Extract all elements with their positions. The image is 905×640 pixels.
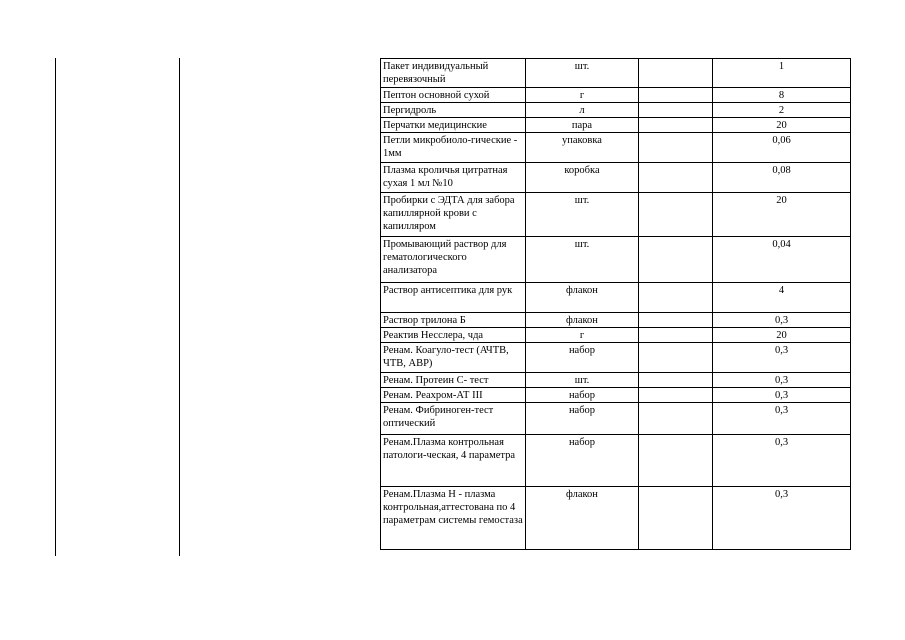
- item-quantity: 0,3: [713, 403, 851, 435]
- empty-cell: [639, 373, 713, 388]
- empty-cell: [639, 403, 713, 435]
- item-unit: флакон: [526, 487, 639, 550]
- item-unit: шт.: [526, 373, 639, 388]
- item-unit: г: [526, 88, 639, 103]
- item-unit: флакон: [526, 283, 639, 313]
- item-unit: л: [526, 103, 639, 118]
- empty-cell: [639, 435, 713, 487]
- middle-border-line: [179, 58, 180, 556]
- item-quantity: 0,3: [713, 487, 851, 550]
- empty-cell: [639, 313, 713, 328]
- empty-cell: [639, 388, 713, 403]
- item-quantity: 0,3: [713, 373, 851, 388]
- item-quantity: 0,06: [713, 133, 851, 163]
- item-unit: шт.: [526, 237, 639, 283]
- item-quantity: 0,3: [713, 388, 851, 403]
- empty-cell: [639, 343, 713, 373]
- table-row: [381, 328, 851, 343]
- table-row: [381, 487, 851, 550]
- item-quantity: 1: [713, 59, 851, 88]
- item-unit: набор: [526, 343, 639, 373]
- item-quantity: 0,04: [713, 237, 851, 283]
- empty-cell: [639, 118, 713, 133]
- empty-cell: [639, 59, 713, 88]
- item-unit: шт.: [526, 193, 639, 237]
- item-unit: г: [526, 328, 639, 343]
- table-row: [381, 163, 851, 193]
- table-row: [381, 343, 851, 373]
- table-row: [381, 283, 851, 313]
- table-row: [381, 133, 851, 163]
- empty-cell: [639, 133, 713, 163]
- table-row: [381, 373, 851, 388]
- table-row: [381, 237, 851, 283]
- empty-cell: [639, 328, 713, 343]
- item-name: Пакет индивидуальный перевязочный: [381, 59, 526, 88]
- item-unit: набор: [526, 388, 639, 403]
- item-unit: набор: [526, 435, 639, 487]
- item-unit: набор: [526, 403, 639, 435]
- empty-cell: [639, 103, 713, 118]
- item-quantity: 0,3: [713, 313, 851, 328]
- item-name: Ренам.Плазма Н - плазма контрольная,аттестована по 4 параметрам системы гемостаза: [381, 487, 526, 550]
- item-name: Реактив Несслера, чда: [381, 328, 526, 343]
- item-quantity: 20: [713, 193, 851, 237]
- left-border-line: [55, 58, 56, 556]
- table-row: [381, 59, 851, 88]
- table-row: [381, 313, 851, 328]
- empty-cell: [639, 487, 713, 550]
- supplies-table: [380, 58, 851, 550]
- item-name: Пептон основной сухой: [381, 88, 526, 103]
- table-row: [381, 88, 851, 103]
- table-row: [381, 388, 851, 403]
- item-name: Ренам. Протеин С- тест: [381, 373, 526, 388]
- item-quantity: 20: [713, 118, 851, 133]
- item-name: Промывающий раствор для гематологического анализатора: [381, 237, 526, 283]
- item-name: Ренам. Коагуло-тест (АЧТВ, ЧТВ, АВР): [381, 343, 526, 373]
- table-row: [381, 403, 851, 435]
- item-name: Раствор антисептика для рук: [381, 283, 526, 313]
- item-name: Раствор трилона Б: [381, 313, 526, 328]
- item-name: Петли микробиоло-гические - 1мм: [381, 133, 526, 163]
- empty-cell: [639, 88, 713, 103]
- item-name: Пергидроль: [381, 103, 526, 118]
- table-row: [381, 103, 851, 118]
- table-row: [381, 435, 851, 487]
- item-unit: коробка: [526, 163, 639, 193]
- table-row: [381, 193, 851, 237]
- item-quantity: 0,3: [713, 343, 851, 373]
- empty-cell: [639, 237, 713, 283]
- item-name: Перчатки медицинские: [381, 118, 526, 133]
- table-row: [381, 118, 851, 133]
- item-name: Плазма кроличья цитратная сухая 1 мл №10: [381, 163, 526, 193]
- item-unit: флакон: [526, 313, 639, 328]
- item-unit: упаковка: [526, 133, 639, 163]
- empty-cell: [639, 283, 713, 313]
- empty-cell: [639, 193, 713, 237]
- item-quantity: 0,08: [713, 163, 851, 193]
- item-name: Ренам. Фибриноген-тест оптический: [381, 403, 526, 435]
- item-quantity: 4: [713, 283, 851, 313]
- item-name: Ренам. Реахром-АТ III: [381, 388, 526, 403]
- item-name: Пробирки с ЭДТА для забора капиллярной крови с капилляром: [381, 193, 526, 237]
- item-unit: шт.: [526, 59, 639, 88]
- item-quantity: 2: [713, 103, 851, 118]
- item-unit: пара: [526, 118, 639, 133]
- item-quantity: 20: [713, 328, 851, 343]
- item-quantity: 8: [713, 88, 851, 103]
- item-name: Ренам.Плазма контрольная патологи-ческая, 4 параметра: [381, 435, 526, 487]
- item-quantity: 0,3: [713, 435, 851, 487]
- empty-cell: [639, 163, 713, 193]
